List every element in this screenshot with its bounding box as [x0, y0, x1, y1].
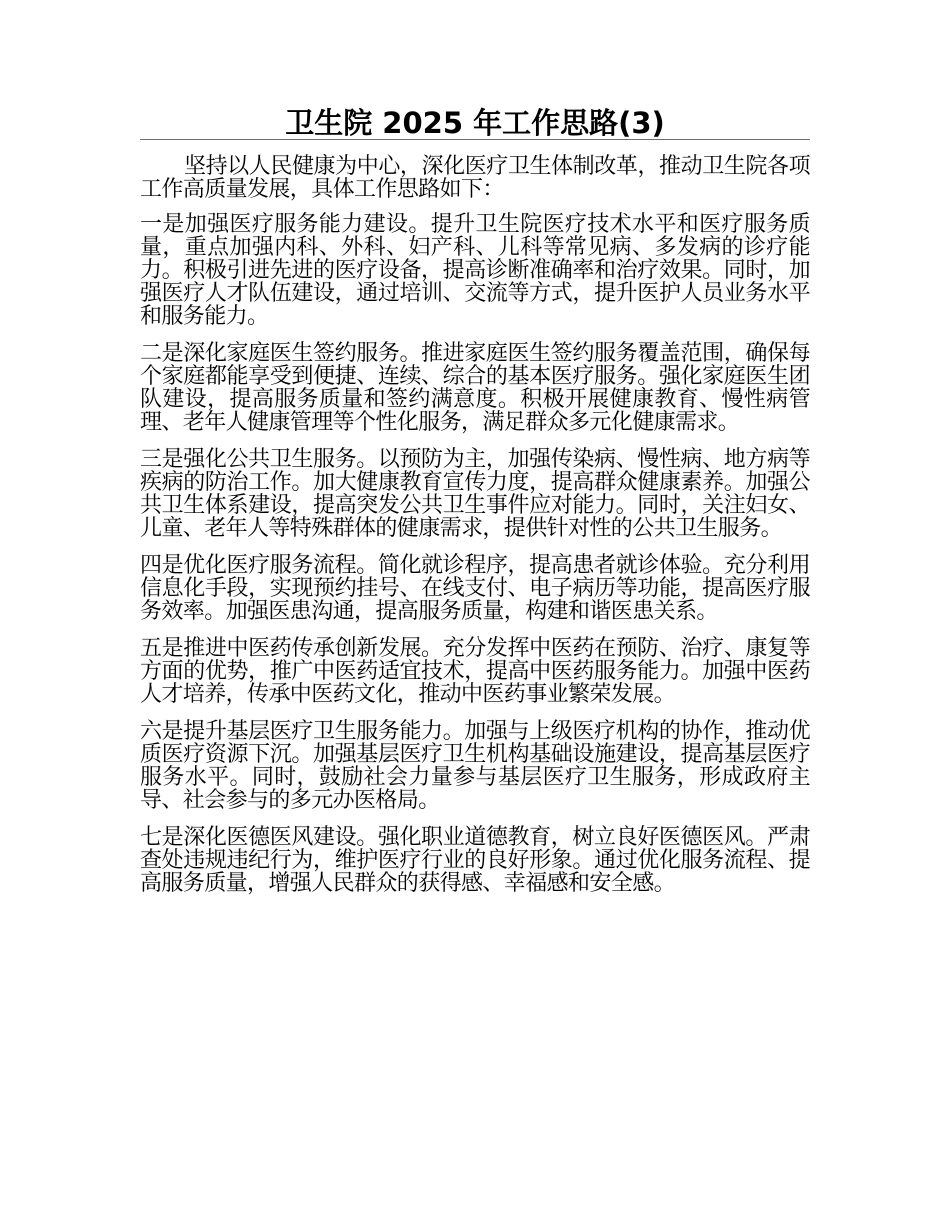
document-body: [140, 155, 810, 909]
paragraph-3: 三是强化公共卫生服务。以预防为主，加强传染病、慢性病、地方病等疾病的防治工作。加大健康教育宣传力度，提高群众健康素养。加强公共卫生体系建设，提高突发公共卫生事件应对能力。同时，关注妇女、儿童、老年人等特殊群体的健康需求，提供针对性的公共卫生服务。: [140, 447, 810, 541]
paragraph-2: 二是深化家庭医生签约服务。推进家庭医生签约服务覆盖范围，确保每个家庭都能享受到便捷、连续、综合的基本医疗服务。强化家庭医生团队建设，提高服务质量和签约满意度。积极开展健康教育、慢性病管理、老年人健康管理等个性化服务，满足群众多元化健康需求。: [140, 341, 810, 435]
intro-paragraph: 坚持以人民健康为中心，深化医疗卫生体制改革，推动卫生院各项工作高质量发展，具体工作思路如下：: [140, 154, 810, 202]
paragraph-6: 六是提升基层医疗卫生服务能力。加强与上级医疗机构的协作，推动优质医疗资源下沉。加强基层医疗卫生机构基础设施建设，提高基层医疗服务水平。同时，鼓励社会力量参与基层医疗卫生服务，形成政府主导、社会参与的多元办医格局。: [140, 719, 810, 813]
paragraph-5: 五是推进中医药传承创新发展。充分发挥中医药在预防、治疗、康复等方面的优势，推广中医药适宜技术，提高中医药服务能力。加强中医药人才培养，传承中医药文化，推动中医药事业繁荣发展。: [140, 636, 810, 707]
title-underline: [140, 139, 810, 140]
paragraph-7: 七是深化医德医风建设。强化职业道德教育，树立良好医德医风。严肃查处违规违纪行为，维护医疗行业的良好形象。通过优化服务流程、提高服务质量，增强人民群众的获得感、幸福感和安全感。: [140, 825, 810, 896]
paragraph-1: 一是加强医疗服务能力建设。提升卫生院医疗技术水平和医疗服务质量，重点加强内科、外科、妇产科、儿科等常见病、多发病的诊疗能力。积极引进先进的医疗设备，提高诊断准确率和治疗效果。同时，加强医疗人才队伍建设，通过培训、交流等方式，提升医护人员业务水平和服务能力。: [140, 212, 810, 329]
document-title: 卫生院 2025 年工作思路(3): [285, 106, 665, 140]
paragraph-4: 四是优化医疗服务流程。简化就诊程序，提高患者就诊体验。充分利用信息化手段，实现预约挂号、在线支付、电子病历等功能，提高医疗服务效率。加强医患沟通，提高服务质量，构建和谐医患关系。: [140, 553, 810, 624]
